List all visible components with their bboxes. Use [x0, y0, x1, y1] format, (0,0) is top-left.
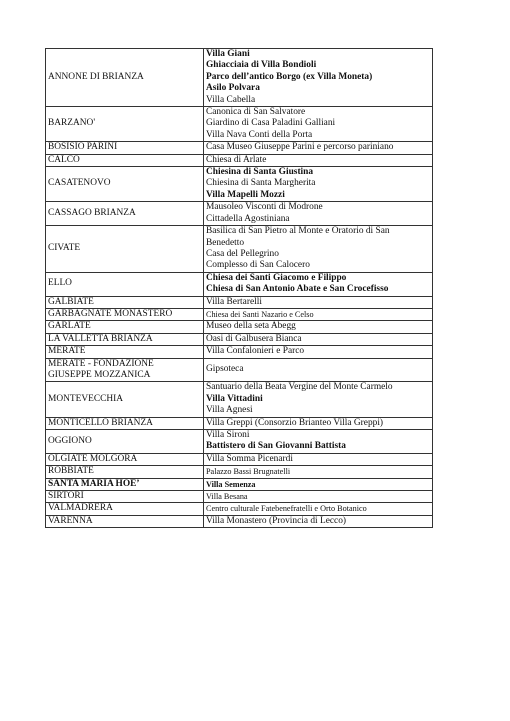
place-name: Mausoleo Visconti di Modrone — [206, 202, 323, 213]
town-name: GALBIATE — [48, 296, 94, 307]
town-cell — [46, 491, 204, 503]
town-cell — [46, 272, 204, 296]
town-name: OGGIONO — [48, 435, 92, 446]
places-cell — [204, 296, 433, 308]
places-cell — [204, 478, 433, 490]
table-row — [46, 382, 433, 417]
place-name: Gipsoteca — [206, 364, 244, 375]
place-name: Palazzo Bassi Brugnatelli — [206, 467, 291, 477]
place-name: Villa Vittadini — [206, 393, 263, 404]
town-name: ROBBIATE — [48, 466, 94, 477]
town-cell — [46, 296, 204, 308]
table-row — [46, 466, 433, 478]
town-cell — [46, 154, 204, 166]
places-cell — [204, 107, 433, 142]
place-name: Villa Semenza — [206, 479, 256, 489]
town-name: GARBAGNATE MONASTERO — [48, 308, 173, 319]
town-name: CASSAGO BRIANZA — [48, 207, 136, 218]
table-row — [46, 321, 433, 333]
town-name: ANNONE DI BRIANZA — [48, 71, 144, 82]
town-name: OLGIATE MOLGORA — [48, 453, 138, 464]
place-name: Villa Besana — [206, 492, 248, 502]
place-name: Casa del Pellegrino — [206, 248, 279, 259]
place-name: Chiesa di Arlate — [206, 154, 267, 165]
table-row — [46, 333, 433, 345]
town-cell — [46, 466, 204, 478]
place-name: Canonica di San Salvatore — [206, 107, 306, 118]
town-cell — [46, 430, 204, 454]
table-row — [46, 142, 433, 154]
places-cell — [204, 358, 433, 382]
places-cell — [204, 154, 433, 166]
town-cell — [46, 453, 204, 465]
place-name: Villa Cabella — [206, 94, 256, 105]
places-cell — [204, 333, 433, 345]
town-name: CALCO — [48, 154, 80, 165]
places-cell — [204, 272, 433, 296]
town-cell — [46, 321, 204, 333]
table-row — [46, 515, 433, 527]
place-name: Villa Bertarelli — [206, 296, 262, 307]
town-name: ELLO — [48, 278, 72, 289]
table-row — [46, 154, 433, 166]
town-name: MONTICELLO BRIANZA — [48, 417, 153, 428]
table-row — [46, 430, 433, 454]
place-name: Giardino di Casa Paladini Galliani — [206, 118, 336, 129]
place-name: Chiesa dei Santi Nazario e Celso — [206, 309, 314, 319]
place-name: Benedetto — [206, 237, 245, 248]
town-name: CASATENOVO — [48, 178, 111, 189]
place-name: Asilo Polvara — [206, 83, 260, 94]
place-name: Casa Museo Giuseppe Parini e percorso pariniano — [206, 142, 394, 153]
town-cell — [46, 382, 204, 417]
town-name: GARLATE — [48, 321, 91, 332]
town-name: LA VALLETTA BRIANZA — [48, 333, 153, 344]
town-cell — [46, 308, 204, 320]
place-name: Villa Somma Picenardi — [206, 453, 293, 464]
places-cell — [204, 142, 433, 154]
place-name: Ghiacciaia di Villa Bondioli — [206, 60, 317, 71]
place-name: Villa Agnesi — [206, 405, 253, 416]
town-name-line: GIUSEPPE MOZZANICA — [48, 369, 151, 380]
table-row — [46, 167, 433, 202]
places-table-body — [46, 49, 433, 528]
place-name: Villa Mapelli Mozzi — [206, 189, 285, 200]
table-row — [46, 346, 433, 358]
table-row — [46, 49, 433, 107]
place-name: Complesso di San Calocero — [206, 260, 310, 271]
town-name: MERATE — [48, 346, 86, 357]
table-row — [46, 453, 433, 465]
place-name: Villa Confalonieri e Parco — [206, 346, 305, 357]
place-name: Basilica di San Pietro al Monte e Oratorio di San — [206, 226, 390, 237]
places-cell — [204, 382, 433, 417]
place-name: Parco dell’antico Borgo (ex Villa Moneta) — [206, 71, 373, 82]
table-row — [46, 107, 433, 142]
table-row — [46, 226, 433, 273]
place-name: Chiesa dei Santi Giacomo e Filippo — [206, 272, 347, 283]
town-name: BOSISIO PARINI — [48, 142, 118, 153]
town-name: VALMADRERA — [48, 503, 113, 514]
places-cell — [204, 167, 433, 202]
place-name: Villa Monastero (Provincia di Lecco) — [206, 515, 347, 526]
town-cell — [46, 142, 204, 154]
places-cell — [204, 202, 433, 226]
town-cell — [46, 346, 204, 358]
town-cell — [46, 107, 204, 142]
town-name: VARENNA — [48, 515, 93, 526]
town-cell — [46, 478, 204, 490]
town-cell — [46, 358, 204, 382]
place-name: Chiesa di San Antonio Abate e San Crocefisso — [206, 284, 389, 295]
place-name: Cittadella Agostiniana — [206, 213, 290, 224]
place-name: Villa Greppi (Consorzio Brianteo Villa Greppi) — [206, 417, 384, 428]
town-name: SANTA MARIA HOE’ — [48, 478, 140, 489]
places-cell — [204, 430, 433, 454]
places-cell — [204, 346, 433, 358]
table-row — [46, 202, 433, 226]
town-cell — [46, 417, 204, 429]
place-name: Battistero di San Giovanni Battista — [206, 441, 346, 452]
places-cell — [204, 308, 433, 320]
town-cell — [46, 202, 204, 226]
place-name: Santuario della Beata Vergine del Monte Carmelo — [206, 382, 393, 393]
town-name-line: MERATE - FONDAZIONE — [48, 358, 154, 369]
table-row — [46, 358, 433, 382]
town-cell — [46, 515, 204, 527]
place-name: Chiesina di Santa Margherita — [206, 178, 316, 189]
places-cell — [204, 321, 433, 333]
place-name: Museo della seta Abegg — [206, 321, 296, 332]
place-name: Chiesina di Santa Giustina — [206, 167, 314, 178]
table-row — [46, 491, 433, 503]
places-cell — [204, 466, 433, 478]
table-row — [46, 296, 433, 308]
town-cell — [46, 167, 204, 202]
places-cell — [204, 453, 433, 465]
town-cell — [46, 226, 204, 273]
town-cell — [46, 503, 204, 515]
places-cell — [204, 417, 433, 429]
town-name: SIRTORI — [48, 491, 84, 502]
place-name: Villa Giani — [206, 49, 250, 59]
place-name: Centro culturale Fatebenefratelli e Orto Botanico — [206, 504, 367, 514]
town-cell — [46, 333, 204, 345]
place-name: Villa Nava Conti della Porta — [206, 129, 313, 140]
place-name: Villa Sironi — [206, 430, 250, 440]
town-cell — [46, 49, 204, 107]
town-name: BARZANO' — [48, 118, 96, 129]
table-row — [46, 478, 433, 490]
table-row — [46, 417, 433, 429]
places-cell — [204, 226, 433, 273]
places-cell — [204, 503, 433, 515]
places-cell — [204, 491, 433, 503]
table-row — [46, 308, 433, 320]
table-row — [46, 272, 433, 296]
places-cell — [204, 49, 433, 107]
place-name: Oasi di Galbusera Bianca — [206, 333, 302, 344]
places-table — [45, 48, 433, 528]
town-name: MONTEVECCHIA — [48, 393, 123, 404]
places-cell — [204, 515, 433, 527]
table-row — [46, 503, 433, 515]
town-name: CIVATE — [48, 243, 81, 254]
